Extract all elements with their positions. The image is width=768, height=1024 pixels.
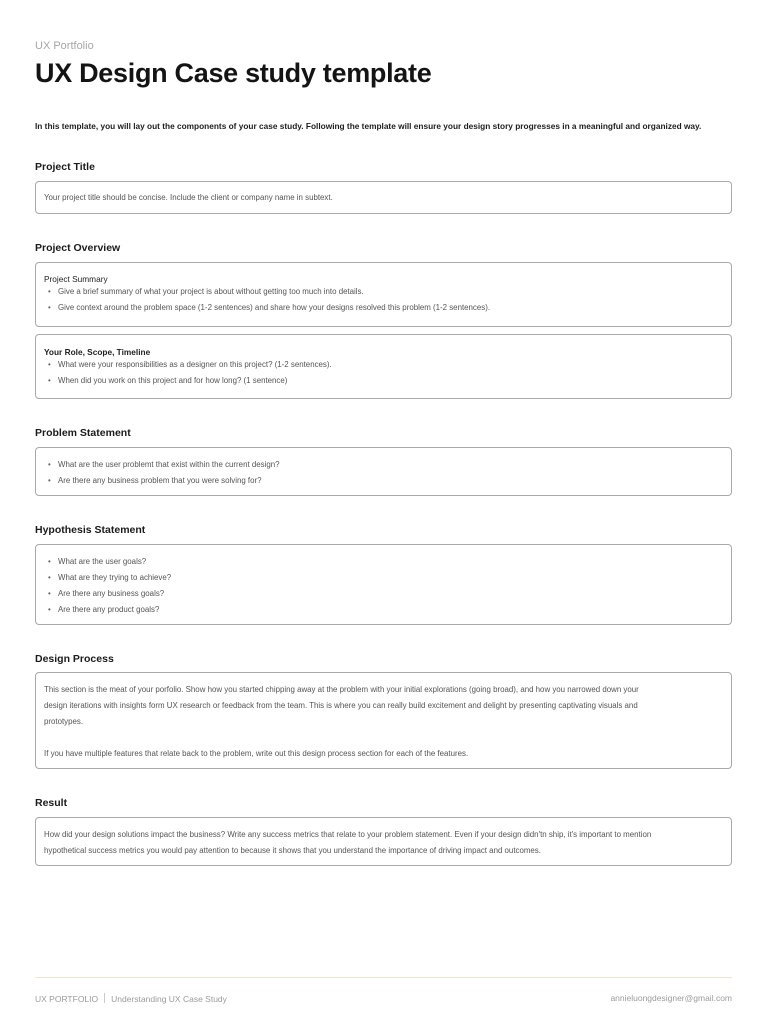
project-title-box — [35, 181, 732, 214]
page-title: UX Design Case study template — [35, 58, 432, 88]
intro-text: In this template, you will lay out the components of your case study. Following the template will ensure your design story progresses in a meaningful and organized way. — [35, 121, 702, 131]
design-process-line: design iterations with insights form UX research or feedback from the team. This is where you can really build excitement and delight by presenting captivating visuals and — [44, 701, 638, 710]
role-scope-label: Your Role, Scope, Timeline — [44, 347, 151, 357]
hypothesis-statement-box — [35, 544, 732, 625]
footer-email: annieluongdesigner@gmail.com — [610, 993, 732, 1003]
design-process-box — [35, 672, 732, 769]
list-item: • Are there any business problem that you were solving for? — [44, 473, 723, 489]
list-item: • What are the user goals? — [44, 554, 723, 570]
footer-subtitle: Understanding UX Case Study — [111, 994, 227, 1004]
problem-statement-heading: Problem Statement — [35, 427, 131, 439]
list-item: • When did you work on this project and for how long? (1 sentence) — [44, 373, 723, 389]
list-item: • Are there any business goals? — [44, 586, 723, 602]
role-scope-list — [44, 357, 723, 389]
project-title-heading: Project Title — [35, 161, 95, 173]
result-heading: Result — [35, 797, 68, 809]
design-process-line: This section is the meat of your porfolio. Show how you started chipping away at the problem with your initial explorations (going broad), and how you narrowed down your — [44, 685, 639, 694]
result-line: How did your design solutions impact the business? Write any success metrics that relate to your problem statement. Even if your design didn'tn ship, it's important to mention — [44, 830, 652, 839]
problem-statement-list — [44, 457, 723, 489]
list-item: • What are the user problemt that exist within the current design? — [44, 457, 723, 473]
list-item: • Give context around the problem space (1-2 sentences) and share how your designs resolved this problem (1-2 sentences). — [44, 300, 723, 316]
footer-brand: UX PORTFOLIO — [35, 994, 99, 1004]
hypothesis-statement-heading: Hypothesis Statement — [35, 524, 146, 536]
list-item: • What were your responsibilities as a designer on this project? (1-2 sentences). — [44, 357, 723, 373]
design-process-paragraph-2: If you have multiple features that relate back to the problem, write out this design process section for each of the features. — [44, 749, 469, 758]
role-scope-box — [35, 334, 732, 399]
problem-statement-box — [35, 447, 732, 496]
project-summary-box — [35, 262, 732, 327]
hypothesis-statement-list — [44, 554, 723, 618]
project-summary-list — [44, 284, 723, 316]
list-item: • Are there any product goals? — [44, 602, 723, 618]
design-process-heading: Design Process — [35, 653, 114, 665]
result-box — [35, 817, 732, 866]
project-summary-label: Project Summary — [44, 274, 108, 284]
project-title-text: Your project title should be concise. Include the client or company name in subtext. — [44, 193, 333, 202]
project-overview-heading: Project Overview — [35, 242, 121, 254]
result-line: hypothetical success metrics you would pay attention to because it shows that you understand the importance of driving impact and outcomes. — [44, 846, 541, 855]
list-item: • Give a brief summary of what your project is about without getting too much into details. — [44, 284, 723, 300]
eyebrow-label: UX Portfolio — [35, 40, 94, 52]
design-process-line: prototypes. — [44, 717, 84, 726]
footer-divider — [35, 977, 732, 978]
list-item: • What are they trying to achieve? — [44, 570, 723, 586]
footer-left — [35, 993, 227, 1004]
footer-separator — [104, 993, 105, 1003]
